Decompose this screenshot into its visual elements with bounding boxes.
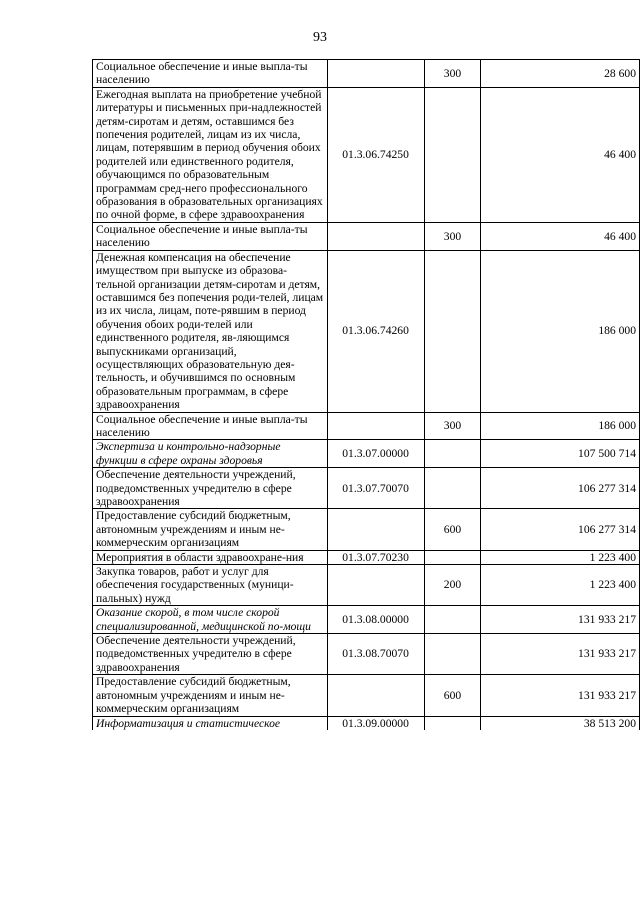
row-code: 01.3.06.74250 [327,87,424,222]
row-code [327,60,424,88]
row-code: 01.3.07.00000 [327,440,424,468]
row-sum: 1 223 400 [481,550,640,564]
row-expense-type [424,634,481,675]
table-row [93,60,640,88]
table-row [93,250,640,412]
row-sum: 38 513 200 [481,716,640,730]
row-sum: 46 400 [481,222,640,250]
table-row [93,634,640,675]
row-name: Ежегодная выплата на приобретение учебной литературы и письменных при-надлежностей детям-сиротам и детям, оставшимся без попечения родителей, лицам из их числа, лицам, потерявшим в период обучения обоих родителей или единственного родителя, обучающимся по образовательным программам сред-него профессионального образования в образовательных организациях по очной форме, в сфере здравоохранения [93,87,328,222]
row-expense-type [424,87,481,222]
table-row [93,222,640,250]
row-expense-type [424,440,481,468]
row-name: Мероприятия в области здравоохране-ния [93,550,328,564]
row-sum: 28 600 [481,60,640,88]
row-code [327,565,424,606]
budget-table [92,59,640,730]
row-code: 01.3.08.70070 [327,634,424,675]
row-code: 01.3.06.74260 [327,250,424,412]
row-sum: 106 277 314 [481,509,640,550]
row-name: Оказание скорой, в том числе скорой специализированной, медицинской по-мощи [93,606,328,634]
row-expense-type: 600 [424,675,481,716]
row-name: Информатизация и статистическое [93,716,328,730]
row-sum: 46 400 [481,87,640,222]
row-expense-type [424,550,481,564]
table-row [93,440,640,468]
row-sum: 131 933 217 [481,606,640,634]
row-name: Экспертиза и контрольно-надзорные функции в сфере охраны здоровья [93,440,328,468]
table-row [93,675,640,716]
row-name: Денежная компенсация на обеспечение имуществом при выпуске из образова-тельной организации детям-сиротам и детям, оставшимся без попечения роди-телей, лицам из их числа, лицам, поте-рявшим в период обучения обоих роди-телей или единственного родителя, яв-ляющимся выпускниками организаций, осуществляющих образовательную дея-тельность, и обучившимся по основным образовательным программам, в сфере здравоохранения [93,250,328,412]
row-name: Социальное обеспечение и иные выпла-ты населению [93,412,328,440]
row-expense-type [424,468,481,509]
row-code [327,675,424,716]
row-expense-type: 300 [424,60,481,88]
row-code [327,509,424,550]
row-code: 01.3.07.70070 [327,468,424,509]
row-sum: 1 223 400 [481,565,640,606]
table-row [93,550,640,564]
row-code: 01.3.09.00000 [327,716,424,730]
table-row [93,468,640,509]
table-row [93,87,640,222]
table-row [93,565,640,606]
row-code: 01.3.07.70230 [327,550,424,564]
row-name: Обеспечение деятельности учреждений, подведомственных учредителю в сфере здравоохранения [93,468,328,509]
row-name: Закупка товаров, работ и услуг для обеспечения государственных (муници-пальных) нужд [93,565,328,606]
row-sum: 106 277 314 [481,468,640,509]
row-name: Социальное обеспечение и иные выпла-ты населению [93,222,328,250]
row-expense-type [424,250,481,412]
row-sum: 186 000 [481,250,640,412]
table-row [93,412,640,440]
table-row [93,716,640,730]
row-sum: 186 000 [481,412,640,440]
page-number: 93 [313,30,327,45]
row-name: Предоставление субсидий бюджетным, автономным учреждениям и иным не-коммерческим организациям [93,675,328,716]
row-name: Социальное обеспечение и иные выпла-ты населению [93,60,328,88]
row-expense-type: 300 [424,222,481,250]
row-code: 01.3.08.00000 [327,606,424,634]
row-name: Предоставление субсидий бюджетным, автономным учреждениям и иным не-коммерческим организациям [93,509,328,550]
row-expense-type [424,716,481,730]
row-code [327,412,424,440]
row-code [327,222,424,250]
row-sum: 107 500 714 [481,440,640,468]
row-name: Обеспечение деятельности учреждений, подведомственных учредителю в сфере здравоохранения [93,634,328,675]
row-expense-type [424,606,481,634]
budget-table-body [93,60,640,730]
row-expense-type: 600 [424,509,481,550]
row-expense-type: 200 [424,565,481,606]
row-sum: 131 933 217 [481,675,640,716]
table-row [93,606,640,634]
row-sum: 131 933 217 [481,634,640,675]
table-row [93,509,640,550]
row-expense-type: 300 [424,412,481,440]
